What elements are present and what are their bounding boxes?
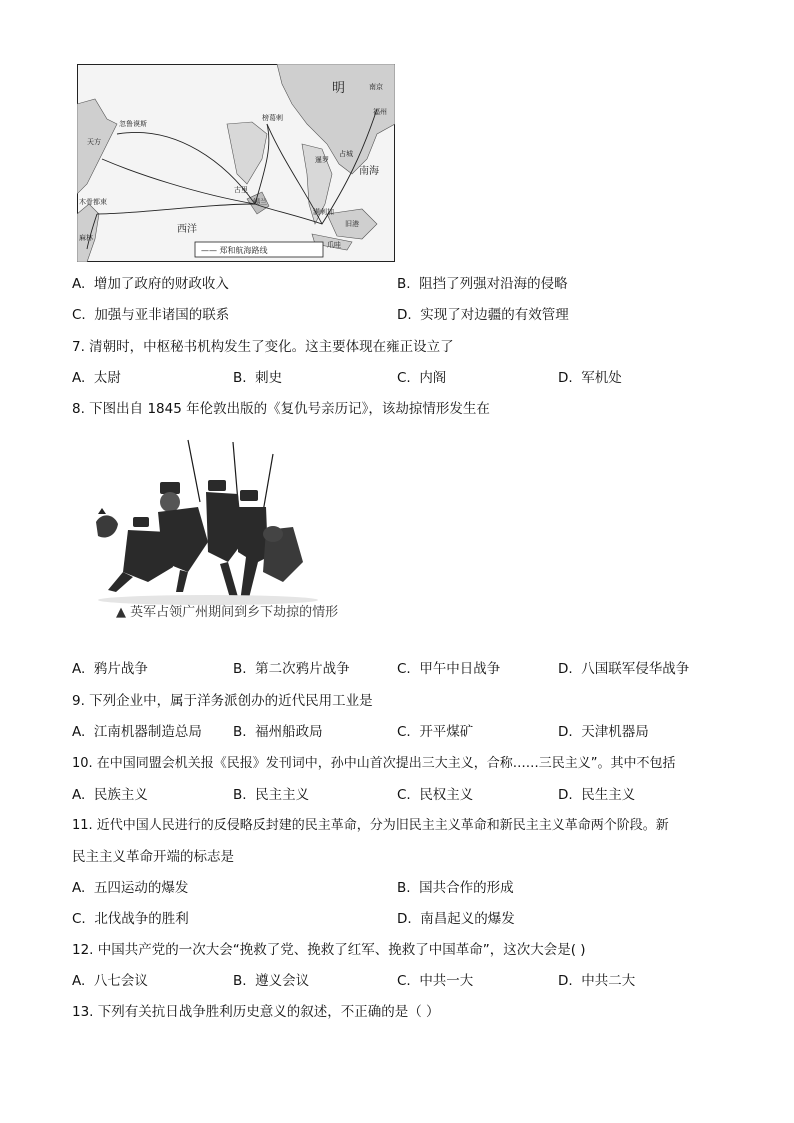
q6-option-b[interactable]: B. 阻挡了列强对沿海的侵略: [397, 276, 568, 292]
map-label-tianfang: 天方: [87, 138, 101, 146]
map-label-ceylon: 锡兰: [253, 198, 267, 206]
q8-stem: 8. 下图出自 1845 年伦敦出版的《复仇号亲历记》，该劫掠情形发生在: [72, 401, 490, 417]
q8-option-b[interactable]: B. 第二次鸦片战争: [233, 661, 350, 677]
map-label-bengal: 榜葛剌: [262, 114, 283, 122]
q11-option-d[interactable]: D. 南昌起义的爆发: [397, 911, 515, 927]
q10-option-b[interactable]: B. 民主主义: [233, 787, 310, 803]
map-legend: —— 郑和航海路线: [201, 246, 268, 255]
map-label-guli: 古里: [234, 186, 248, 194]
q7-stem: 7. 清朝时，中枢秘书机构发生了变化。这主要体现在雍正设立了: [72, 339, 454, 355]
map-label-malacca: 满剌加: [313, 208, 334, 216]
q10-option-c[interactable]: C. 民权主义: [397, 787, 474, 803]
map-label-fuzhou: 福州: [373, 108, 387, 116]
q9-option-b[interactable]: B. 福州船政局: [233, 724, 323, 740]
map-label-hormuz: 忽鲁谟斯: [119, 120, 147, 128]
map-label-xiyang: 西洋: [177, 224, 197, 235]
q9-option-a[interactable]: A. 江南机器制造总局: [72, 724, 202, 740]
q13-stem: 13. 下列有关抗日战争胜利历史意义的叙述，不正确的是（ ）: [72, 1004, 440, 1020]
q6-option-c[interactable]: C. 加强与亚非诸国的联系: [72, 307, 230, 323]
q11-stem-line2: 民主主义革命开端的标志是: [72, 849, 234, 865]
q10-stem: 10. 在中国同盟会机关报《民报》发刊词中，孙中山首次提出三大主义，合称……三民主义”。其中不包括: [72, 756, 676, 771]
illustration-caption: ▲ 英军占领广州期间到乡下劫掠的情形: [116, 605, 339, 620]
q6-option-a[interactable]: A. 增加了政府的财政收入: [72, 276, 229, 292]
map-label-nanhai: 南海: [359, 166, 379, 177]
map-label-java: 爪哇: [327, 241, 341, 249]
map-label-champa: 占城: [339, 150, 353, 158]
q11-option-c[interactable]: C. 北伐战争的胜利: [72, 911, 189, 927]
map-label-ming: 明: [332, 81, 346, 96]
q11-stem-line1: 11. 近代中国人民进行的反侵略反封建的民主革命，分为旧民主主义革命和新民主主义革命两个阶段。新: [72, 818, 669, 833]
zheng-he-voyage-map: [77, 64, 395, 262]
q7-option-b[interactable]: B. 刺史: [233, 370, 283, 386]
q6-option-d[interactable]: D. 实现了对边疆的有效管理: [397, 307, 569, 323]
q12-option-a[interactable]: A. 八七会议: [72, 973, 148, 989]
map-label-palembang: 旧港: [345, 220, 359, 228]
q10-option-d[interactable]: D. 民生主义: [558, 787, 636, 803]
q12-option-b[interactable]: B. 遵义会议: [233, 973, 310, 989]
q8-option-d[interactable]: D. 八国联军侵华战争: [558, 661, 690, 677]
q12-option-d[interactable]: D. 中共二大: [558, 973, 636, 989]
map-label-siam: 暹罗: [315, 156, 329, 164]
q8-option-c[interactable]: C. 甲午中日战争: [397, 661, 501, 677]
q11-option-b[interactable]: B. 国共合作的形成: [397, 880, 514, 896]
q11-option-a[interactable]: A. 五四运动的爆发: [72, 880, 189, 896]
q9-option-d[interactable]: D. 天津机器局: [558, 724, 649, 740]
q7-option-c[interactable]: C. 内阁: [397, 370, 447, 386]
q8-option-a[interactable]: A. 鸦片战争: [72, 661, 148, 677]
map-label-nanjing: 南京: [369, 83, 383, 91]
map-label-malindi: 麻林: [79, 234, 93, 242]
q10-option-a[interactable]: A. 民族主义: [72, 787, 148, 803]
q9-option-c[interactable]: C. 开平煤矿: [397, 724, 474, 740]
q12-stem: 12. 中国共产党的一次大会“挽救了党、挽救了红军、挽救了中国革命”，这次大会是( ): [72, 942, 586, 958]
q7-option-d[interactable]: D. 军机处: [558, 370, 622, 386]
q7-option-a[interactable]: A. 太尉: [72, 370, 121, 386]
q12-option-c[interactable]: C. 中共一大: [397, 973, 474, 989]
q9-stem: 9. 下列企业中，属于洋务派创办的近代民用工业是: [72, 693, 373, 709]
map-label-mogadishu: 木骨都束: [79, 198, 107, 206]
